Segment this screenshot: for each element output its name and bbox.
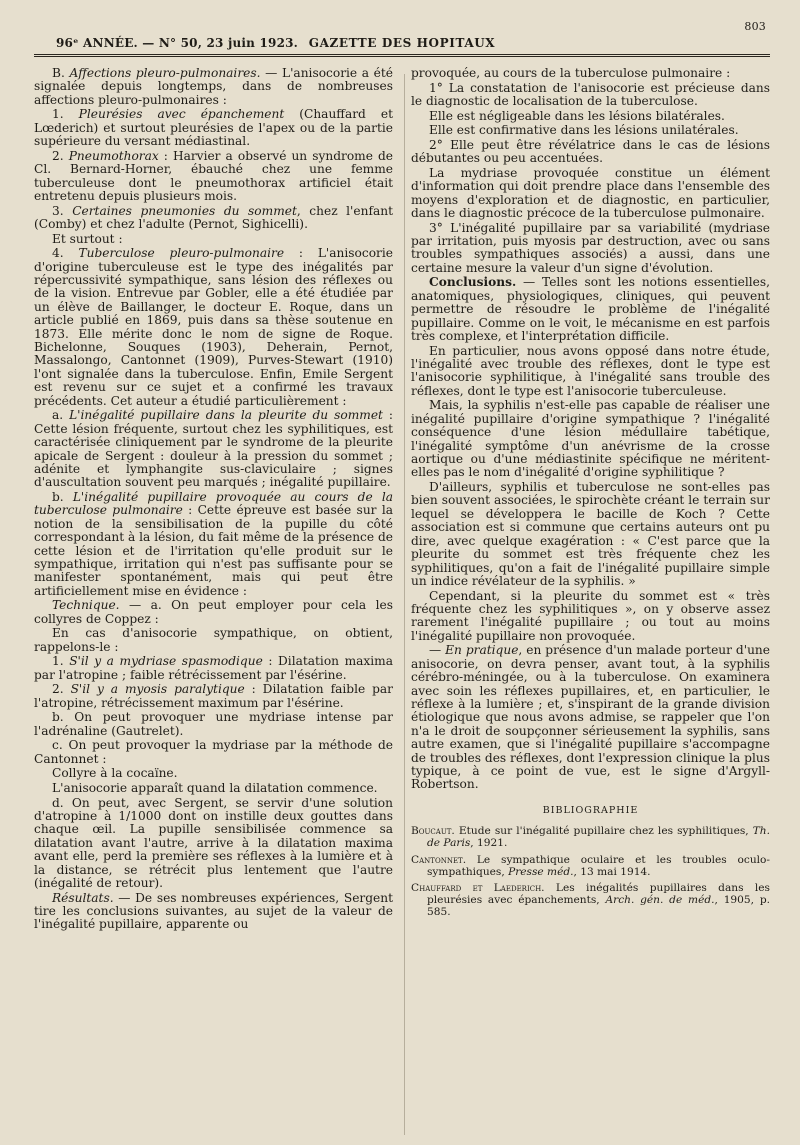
paragraph xyxy=(34,627,393,654)
paragraph-text: 2. xyxy=(52,682,71,697)
italic-phrase: S'il y a myosis paralytique xyxy=(70,682,245,697)
paragraph-text: b. xyxy=(52,489,73,504)
italic-phrase: Pneumothorax xyxy=(68,148,159,163)
bib-source: Arch. gén. de méd. xyxy=(605,894,715,907)
page-header xyxy=(34,20,770,57)
paragraph xyxy=(411,345,770,399)
paragraph xyxy=(411,590,770,644)
paragraph-text: 4. xyxy=(52,246,79,261)
bibliography-title: BIBLIOGRAPHIE xyxy=(542,804,639,816)
bibliography-entry xyxy=(411,825,770,849)
italic-phrase: L'inégalité pupillaire provoquée au cours de la tuberculose pulmonaire xyxy=(34,489,393,518)
paragraph-text: L'inégalité pupillaire par sa variabilité (mydriase par irritation, puis myosis par destruction, avec ou sans troubles sympathiques associés) a aussi, dans une certaine mesure la valeur d'un signe d'évolution. xyxy=(411,220,770,275)
paragraph-text: Et surtout : xyxy=(52,231,123,246)
bibliography-list xyxy=(411,825,770,918)
paragraph-text: , en présence d'un malade porteur d'une anisocorie, on devra penser, avant tout, à la syphilis cérébro-méningée, ou à la tuberculose. On examinera avec soin les réflexes pupillaires, et, en particulier, le réflexe à la lumière ; et, s'inspirant de la grande division étiologique que nous avons admise, se rappeler que l'on n'a le droit de soupçonner sérieusement la syphilis, sans autre examen, que si l'inégalité pupillaire s'accompagne de troubles des réflexes, dont l'expression clinique la plus typique, à ce point de vue, est le signe d'Argyll-Robertson. xyxy=(411,643,770,792)
paragraph xyxy=(34,233,393,246)
paragraph xyxy=(34,711,393,738)
paragraph-text: : Cette épreuve est basée sur la notion de la sensibilisation de la pupille du côté correspondant à la lésion, du fait même de la présence de cette lésion et de l'irritation qu'elle produit sur le sympathique, irritation qui n'est pas suffisante pour se manifester spontanément, mais qui peut être artificiellement mise en évidence : xyxy=(34,503,393,598)
paragraph xyxy=(411,110,770,123)
paragraph xyxy=(411,82,770,109)
italic-phrase: Technique. xyxy=(52,598,120,613)
paragraph-text: (Chauffard et Lœderich) et surtout pleurésies de l'apex ou de la partie supérieure du versant médiastinal. xyxy=(34,107,393,149)
paragraph-text: La constatation de l'anisocorie est précieuse dans le diagnostic de localisation de la tuberculose. xyxy=(411,80,770,108)
column-divider xyxy=(404,74,405,1135)
paragraph xyxy=(34,150,393,204)
paragraph-text: — a. On peut employer pour cela les collyres de Coppez : xyxy=(34,598,393,626)
bold-heading: Conclusions. xyxy=(429,275,517,290)
italic-phrase: L'inégalité pupillaire dans la pleurite du sommet xyxy=(69,408,383,423)
paragraph-text: — L'anisocorie a été signalée depuis longtemps, dans de nombreuses affections pleuro-pulmonaires : xyxy=(34,66,393,107)
paragraph-text: Collyre à la cocaïne. xyxy=(52,766,178,781)
article-columns xyxy=(34,67,770,933)
paragraph xyxy=(34,739,393,766)
paragraph xyxy=(34,67,393,107)
bib-author: Cantonnet. xyxy=(411,853,467,866)
right-column xyxy=(411,67,770,933)
bib-text: Les inégalités pupillaires dans les pleurésies avec épanchements, xyxy=(427,882,770,907)
italic-phrase: Certaines pneumonies du sommet xyxy=(72,203,297,218)
paragraph-text: On peut provoquer une mydriase intense par l'adrénaline (Gautrelet). xyxy=(34,710,393,738)
paragraph-text: On peut provoquer la mydriase par la méthode de Cantonnet : xyxy=(34,738,393,766)
paragraph-text: 2° xyxy=(429,137,451,152)
paragraph-text: — Telles sont les notions essentielles, anatomiques, physiologiques, cliniques, qui peuvent permettre de résoudre le problème de l'inégalité pupillaire. Comme on le voit, le mécanisme en est parfois très complexe, et l'interprétation difficile. xyxy=(411,275,770,344)
paragraph xyxy=(34,892,393,932)
paragraph-text: : Dilatation maxima par l'atropine ; faible rétrécissement par l'ésérine. xyxy=(34,654,393,682)
paragraph xyxy=(34,491,393,598)
paragraph xyxy=(411,644,770,791)
paragraph xyxy=(34,247,393,408)
bib-text: , 1905, p. 585. xyxy=(427,894,770,919)
paragraph-text: Elle est négligeable dans les lésions bilatérales. xyxy=(429,108,725,123)
paragraph-text: : Dilatation faible par l'atropine, rétrécissement maximum par l'ésérine. xyxy=(34,682,393,710)
paragraph-text: : Harvier a observé un syndrome de Cl. Bernard-Horner, ébauché chez une femme tuberculeuse dont le pneumothorax artificiel était entretenu depuis plusieurs mois. xyxy=(34,148,393,204)
paragraph-text: — De ses nombreuses expériences, Sergent tire les conclusions suivantes, au sujet de la valeur de l'inégalité pupillaire, apparente ou xyxy=(34,890,393,932)
paragraph-text: Mais, la syphilis n'est-elle pas capable de réaliser une inégalité pupillaire d'origine sympathique ? l'inégalité conséquence d'une lésion médullaire tabétique, l'inégalité symptôme d'un anévrisme de la crosse aortique ou d'une médiastinite spécifique ne méritent-elles pas le nom d'inégalité d'origine syphilitique ? xyxy=(411,398,770,480)
paragraph xyxy=(34,655,393,682)
paragraph-text: Cependant, si la pleurite du sommet est « très fréquente chez les syphilitiques », on y observe assez rarement l'inégalité pupillaire ; ou tout au moins l'inégalité pupillaire non provoquée. xyxy=(411,588,770,643)
paragraph xyxy=(34,205,393,232)
paragraph-text: On peut, avec Sergent, se servir d'une solution d'atropine à 1/1000 dont on instille deux gouttes dans chaque œil. La pupille sensibilisée commence sa dilatation avant l'autre, arrive à la dilatation maxima avant elle, perd la première ses réflexes à la lumière et à la distance, se rétrécit plus lentement que l'autre (inégalité de retour). xyxy=(34,795,393,890)
paragraph-text: En particulier, nous avons opposé dans notre étude, l'inégalité avec trouble des réflexes, dont le type est l'anisocorie syphilitique, à l'inégalité sans trouble des réflexes, dont le type est l'anisocorie tuberculeuse. xyxy=(411,343,770,398)
bibliography-entry xyxy=(411,854,770,878)
paragraph-text: L'anisocorie apparaît quand la dilatation commence. xyxy=(52,780,378,795)
right-column-paragraphs xyxy=(411,67,770,792)
paragraph xyxy=(34,797,393,891)
paragraph-text: En cas d'anisocorie sympathique, on obtient, rappelons-le : xyxy=(34,626,393,654)
paragraph xyxy=(411,139,770,166)
paragraph xyxy=(34,683,393,710)
italic-phrase: Tuberculose pleuro-pulmonaire xyxy=(78,246,285,261)
paragraph-text: 1° xyxy=(429,80,449,95)
bib-text: , 1921. xyxy=(470,837,508,850)
paragraph xyxy=(411,222,770,276)
bib-author: Chauffard et Laederich. xyxy=(411,882,545,894)
paragraph-text: 3° xyxy=(429,220,451,235)
left-column xyxy=(34,67,393,933)
bib-text: Le sympathique oculaire et les troubles oculo-sympathiques, xyxy=(427,853,770,878)
paragraph-text: 1. xyxy=(52,107,79,122)
paragraph xyxy=(411,276,770,343)
bib-text: Etude sur l'inégalité pupillaire chez les syphilitiques, xyxy=(454,825,753,838)
paragraph xyxy=(411,67,770,80)
paragraph xyxy=(411,481,770,588)
paragraph-text: provoquée, au cours de la tuberculose pulmonaire : xyxy=(411,66,731,80)
publication-title: GAZETTE DES HOPITAUX xyxy=(308,36,496,50)
paragraph-text: a. xyxy=(52,408,70,423)
bib-author: Boucaut. xyxy=(411,825,455,838)
paragraph-text: La mydriase provoquée constitue un élément d'information qui doit prendre place dans l'ensemble des moyens d'exploration et de diagnostic, en particulier, dans le diagnostic précoce de la tuberculose pulmonaire. xyxy=(411,165,770,220)
italic-phrase: En pratique xyxy=(445,643,519,658)
paragraph-text: 3. xyxy=(52,203,73,218)
paragraph-text: , chez l'enfant (Comby) et chez l'adulte (Pernot, Sighicelli). xyxy=(34,203,393,232)
bib-text: , 13 mai 1914. xyxy=(573,865,651,878)
page-number: 803 xyxy=(744,20,766,33)
paragraph-text: D'ailleurs, syphilis et tuberculose ne sont-elles pas bien souvent associées, le spirochète créant le terrain sur lequel se développera le bacille de Koch ? Cette association est si commune que certains auteurs ont pu dire, avec quelque exagération : « C'est parce que la pleurite du sommet est très fréquente chez les syphilitiques, qu'on a fait de l'inégalité pupillaire simple un indice révélateur de la syphilis. » xyxy=(411,480,770,588)
paragraph-text: B. xyxy=(52,66,70,80)
paragraph xyxy=(34,767,393,780)
paragraph xyxy=(34,782,393,795)
italic-phrase: S'il y a mydriase spasmodique xyxy=(69,654,263,669)
paragraph xyxy=(411,399,770,479)
paragraph-text: : L'anisocorie d'origine tuberculeuse est le type des inégalités par répercussivité sympathique, sans lésion des réflexes ou de la vision. Entrevue par Gobler, elle a été étudiée par un élève de Baillanger, le docteur E. Roque, dans un article publié en 1869, puis dans sa thèse soutenue en 1873. Elle mérite donc le nom de signe de Roque. Bichelonne, Souques (1903), Deherain, Pernot, Massalongo, Cantonnet (1909), Purves-Stewart (1910) l'ont signalée dans la tuberculose. Enfin, Emile Sergent est revenu sur ce sujet et a confirmé les travaux précédents. Cet auteur a étudié particulièrement : xyxy=(34,246,393,408)
paragraph-text: : Cette lésion fréquente, surtout chez les syphilitiques, est caractérisée cliniquement par le syndrome de la pleurite apicale de Sergent : douleur à la pression du sommet ; adénite et lymphangite sus-claviculaire ; signes d'auscultation souvent peu marqués ; inégalité pupillaire. xyxy=(34,408,393,490)
paragraph-text: b. xyxy=(52,710,75,725)
bib-source: Presse méd. xyxy=(508,865,574,878)
paragraph-text: c. xyxy=(52,738,69,753)
italic-phrase: Résultats. xyxy=(52,890,114,905)
paragraph-text: 1. xyxy=(52,654,70,669)
paragraph-text: 2. xyxy=(52,148,69,163)
paragraph xyxy=(34,599,393,626)
paragraph xyxy=(411,167,770,221)
paragraph xyxy=(411,124,770,137)
bib-source: Th. de Paris xyxy=(427,825,770,850)
italic-phrase: Affections pleuro-pulmonaires. xyxy=(69,66,261,80)
issue-info: 96ᵉ ANNÉE. — N° 50, 23 juin 1923. xyxy=(56,36,299,50)
italic-phrase: Pleurésies avec épanchement xyxy=(78,107,285,122)
paragraph xyxy=(34,409,393,489)
paragraph-text: Elle est confirmative dans les lésions unilatérales. xyxy=(429,123,739,138)
bibliography-entry xyxy=(411,882,770,919)
paragraph-text: Elle peut être révélatrice dans le cas de lésions débutantes ou peu accentuées. xyxy=(411,137,770,166)
paragraph xyxy=(34,108,393,148)
paragraph-text: — xyxy=(429,643,446,658)
paragraph-text: d. xyxy=(52,795,72,810)
